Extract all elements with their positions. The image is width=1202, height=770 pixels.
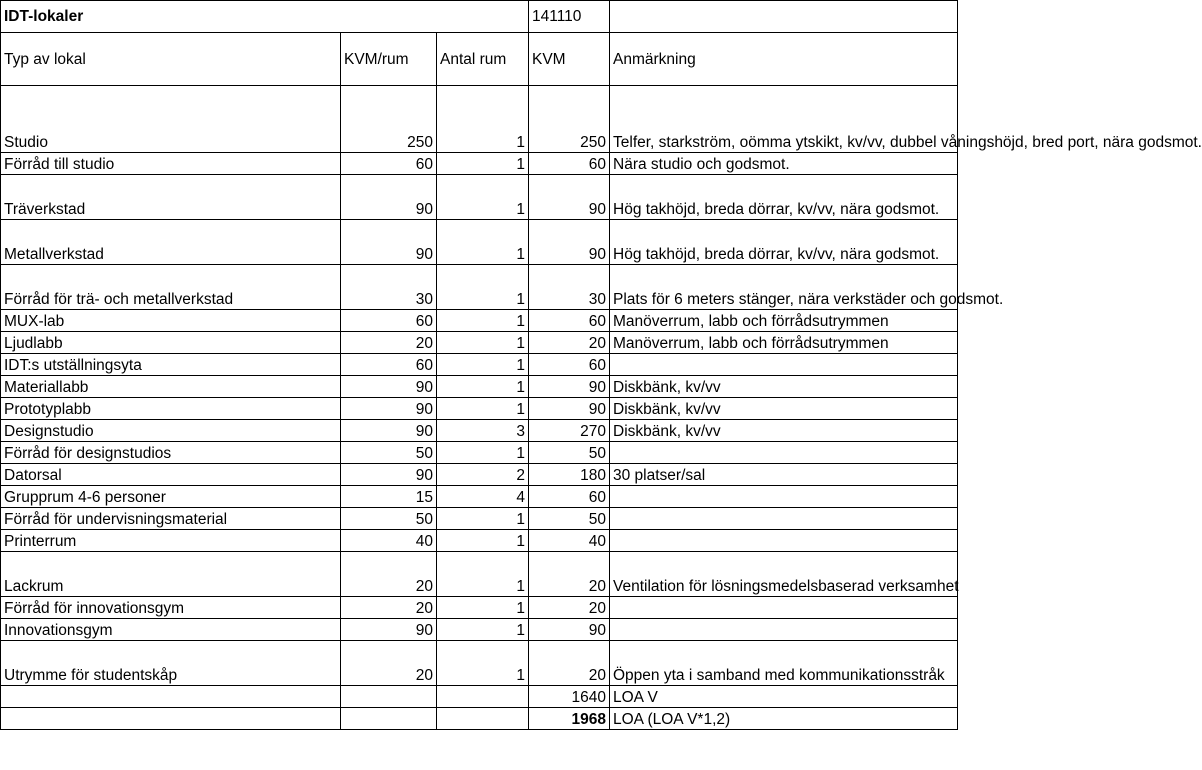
room-count[interactable]: 1 (437, 619, 529, 641)
table-row (1, 442, 958, 464)
kvm-total[interactable]: 250 (529, 86, 610, 153)
remark[interactable]: Telfer, starkström, oömma ytskikt, kv/vv, dubbel våningshöjd, bred port, nära godsmot. (610, 86, 958, 153)
kvm-per-room[interactable]: 90 (341, 619, 437, 641)
kvm-per-room[interactable]: 50 (341, 508, 437, 530)
kvm-per-room[interactable]: 15 (341, 486, 437, 508)
total-loa-value[interactable]: 1968 (529, 708, 610, 730)
remark[interactable]: Hög takhöjd, breda dörrar, kv/vv, nära godsmot. (610, 220, 958, 265)
table-row (1, 597, 958, 619)
room-name[interactable]: IDT:s utställningsyta (1, 354, 341, 376)
room-count[interactable]: 1 (437, 398, 529, 420)
empty-cell[interactable] (437, 686, 529, 708)
room-count[interactable]: 1 (437, 442, 529, 464)
header-type[interactable]: Typ av lokal (1, 33, 341, 86)
room-name[interactable]: Förråd för designstudios (1, 442, 341, 464)
empty-cell[interactable] (437, 708, 529, 730)
kvm-total[interactable]: 270 (529, 420, 610, 442)
header-remark[interactable]: Anmärkning (610, 33, 958, 86)
kvm-per-room[interactable]: 90 (341, 175, 437, 220)
table-row (1, 220, 958, 265)
room-name[interactable]: Designstudio (1, 420, 341, 442)
empty-cell[interactable] (1, 708, 341, 730)
table-row (1, 265, 958, 310)
room-count[interactable]: 1 (437, 376, 529, 398)
kvm-per-room[interactable]: 60 (341, 310, 437, 332)
table-row (1, 354, 958, 376)
kvm-total[interactable]: 180 (529, 464, 610, 486)
room-name[interactable]: Grupprum 4-6 personer (1, 486, 341, 508)
header-kvm-per-room[interactable]: KVM/rum (341, 33, 437, 86)
table-row (1, 175, 958, 220)
header-kvm[interactable]: KVM (529, 33, 610, 86)
table-row (1, 464, 958, 486)
kvm-total[interactable]: 20 (529, 641, 610, 686)
empty-cell[interactable] (341, 686, 437, 708)
kvm-total[interactable]: 20 (529, 597, 610, 619)
sheet-code[interactable]: 141110 (529, 1, 610, 33)
sheet-title[interactable]: IDT-lokaler (1, 1, 529, 33)
total-row (1, 708, 958, 730)
remark[interactable] (610, 354, 958, 376)
kvm-per-room[interactable]: 20 (341, 332, 437, 354)
room-name[interactable]: Förråd för trä- och metallverkstad (1, 265, 341, 310)
remark[interactable]: Hög takhöjd, breda dörrar, kv/vv, nära godsmot. (610, 175, 958, 220)
room-name[interactable]: Prototyplabb (1, 398, 341, 420)
kvm-total[interactable]: 60 (529, 486, 610, 508)
remark[interactable]: Diskbänk, kv/vv (610, 376, 958, 398)
kvm-total[interactable]: 60 (529, 153, 610, 175)
table-row (1, 376, 958, 398)
table-row (1, 641, 958, 686)
table-row (1, 420, 958, 442)
remark[interactable] (610, 530, 958, 552)
kvm-per-room[interactable]: 90 (341, 398, 437, 420)
room-count[interactable]: 3 (437, 420, 529, 442)
room-name[interactable]: Studio (1, 86, 341, 153)
remark[interactable]: Manöverrum, labb och förrådsutrymmen (610, 332, 958, 354)
kvm-total[interactable]: 60 (529, 310, 610, 332)
header-row (1, 33, 958, 86)
remark[interactable]: Diskbänk, kv/vv (610, 420, 958, 442)
table-row (1, 508, 958, 530)
room-count[interactable]: 1 (437, 153, 529, 175)
remark[interactable]: Manöverrum, labb och förrådsutrymmen (610, 310, 958, 332)
kvm-per-room[interactable]: 90 (341, 376, 437, 398)
remark[interactable]: Plats för 6 meters stänger, nära verkstäder och godsmot. (610, 265, 958, 310)
room-count[interactable]: 1 (437, 597, 529, 619)
room-name[interactable]: Printerrum (1, 530, 341, 552)
kvm-per-room[interactable]: 60 (341, 153, 437, 175)
table-row (1, 153, 958, 175)
table-row (1, 552, 958, 597)
room-name[interactable]: Datorsal (1, 464, 341, 486)
table-row (1, 398, 958, 420)
kvm-per-room[interactable]: 90 (341, 220, 437, 265)
kvm-per-room[interactable]: 90 (341, 420, 437, 442)
remark[interactable] (610, 508, 958, 530)
kvm-per-room[interactable]: 60 (341, 354, 437, 376)
room-name[interactable]: Förråd till studio (1, 153, 341, 175)
room-count[interactable]: 1 (437, 552, 529, 597)
room-name[interactable]: Metallverkstad (1, 220, 341, 265)
empty-cell[interactable] (1, 686, 341, 708)
total-loa-v-label[interactable]: LOA V (610, 686, 958, 708)
room-name[interactable]: Träverkstad (1, 175, 341, 220)
kvm-total[interactable]: 90 (529, 376, 610, 398)
kvm-total[interactable]: 40 (529, 530, 610, 552)
kvm-total[interactable]: 90 (529, 175, 610, 220)
table-row (1, 619, 958, 641)
kvm-per-room[interactable]: 30 (341, 265, 437, 310)
kvm-per-room[interactable]: 250 (341, 86, 437, 153)
kvm-per-room[interactable]: 40 (341, 530, 437, 552)
empty-cell[interactable] (341, 708, 437, 730)
room-count[interactable]: 1 (437, 354, 529, 376)
room-count[interactable]: 2 (437, 464, 529, 486)
kvm-total[interactable]: 30 (529, 265, 610, 310)
kvm-per-room[interactable]: 50 (341, 442, 437, 464)
room-count[interactable]: 1 (437, 265, 529, 310)
header-room-count[interactable]: Antal rum (437, 33, 529, 86)
kvm-per-room[interactable]: 20 (341, 552, 437, 597)
remark[interactable]: Diskbänk, kv/vv (610, 398, 958, 420)
room-count[interactable]: 1 (437, 332, 529, 354)
total-loa-label[interactable]: LOA (LOA V*1,2) (610, 708, 958, 730)
remark[interactable]: 30 platser/sal (610, 464, 958, 486)
kvm-total[interactable]: 60 (529, 354, 610, 376)
kvm-per-room[interactable]: 20 (341, 641, 437, 686)
room-name[interactable]: Förråd för undervisningsmaterial (1, 508, 341, 530)
room-name[interactable]: Innovationsgym (1, 619, 341, 641)
room-count[interactable]: 1 (437, 86, 529, 153)
room-name[interactable]: Förråd för innovationsgym (1, 597, 341, 619)
room-count[interactable]: 1 (437, 310, 529, 332)
room-count[interactable]: 1 (437, 508, 529, 530)
kvm-total[interactable]: 90 (529, 398, 610, 420)
empty-cell[interactable] (610, 1, 958, 33)
table-row (1, 486, 958, 508)
room-count[interactable]: 4 (437, 486, 529, 508)
kvm-total[interactable]: 50 (529, 442, 610, 464)
room-count[interactable]: 1 (437, 175, 529, 220)
remark[interactable]: Öppen yta i samband med kommunikationsstråk (610, 641, 958, 686)
kvm-total[interactable]: 90 (529, 220, 610, 265)
room-name[interactable]: Lackrum (1, 552, 341, 597)
room-count[interactable]: 1 (437, 220, 529, 265)
kvm-total[interactable]: 20 (529, 552, 610, 597)
table-row (1, 530, 958, 552)
table-row (1, 86, 958, 153)
kvm-total[interactable]: 20 (529, 332, 610, 354)
remark[interactable]: Ventilation för lösningsmedelsbaserad verksamhet (610, 552, 958, 597)
kvm-per-room[interactable]: 90 (341, 464, 437, 486)
table-row (1, 332, 958, 354)
kvm-total[interactable]: 90 (529, 619, 610, 641)
remark[interactable]: Nära studio och godsmot. (610, 153, 958, 175)
total-loa-v-value[interactable]: 1640 (529, 686, 610, 708)
total-row (1, 686, 958, 708)
remark[interactable] (610, 442, 958, 464)
remark[interactable] (610, 486, 958, 508)
room-name[interactable]: Ljudlabb (1, 332, 341, 354)
room-name[interactable]: Utrymme för studentskåp (1, 641, 341, 686)
kvm-total[interactable]: 50 (529, 508, 610, 530)
table-row (1, 310, 958, 332)
room-count[interactable]: 1 (437, 530, 529, 552)
room-name[interactable]: Materiallabb (1, 376, 341, 398)
remark[interactable] (610, 597, 958, 619)
remark[interactable] (610, 619, 958, 641)
room-name[interactable]: MUX-lab (1, 310, 341, 332)
title-row (1, 1, 958, 33)
kvm-per-room[interactable]: 20 (341, 597, 437, 619)
room-count[interactable]: 1 (437, 641, 529, 686)
